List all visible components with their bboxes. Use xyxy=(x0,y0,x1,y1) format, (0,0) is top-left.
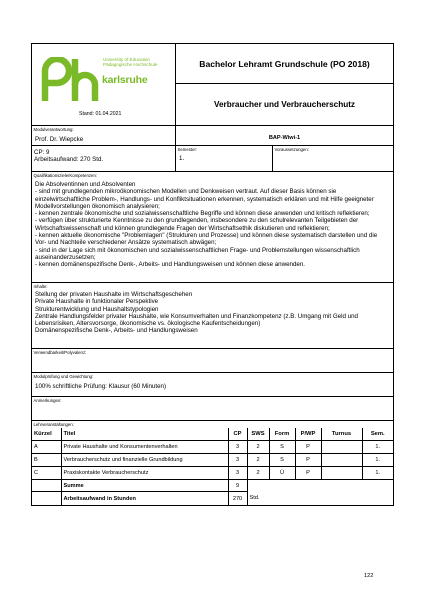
table-row xyxy=(32,466,393,479)
semester-cell xyxy=(176,146,273,171)
qualifikationsziele-line: - sind in der Lage sich mit ökonomischen und sozialwissenschaftlichen Frage- und Problemstellungen wissenschaftlich xyxy=(35,246,360,254)
qualifikationsziele-row xyxy=(32,172,393,283)
qualifikationsziele-label: Qualifikationsziele/Kompetenzen: xyxy=(33,173,98,178)
header-kuerzel: Kürzel xyxy=(32,428,61,441)
table-row xyxy=(32,441,393,454)
qualifikationsziele-list xyxy=(35,181,391,269)
arbeitsaufwand-row xyxy=(32,492,393,505)
header-sem: Sem. xyxy=(362,428,393,441)
semester-value: 1. xyxy=(179,155,185,162)
cell-cp: 3 xyxy=(228,441,247,454)
cell-form: S xyxy=(269,441,295,454)
cell-sem: 1. xyxy=(362,454,393,467)
cell-pwp: P xyxy=(295,441,321,454)
logo-university-text xyxy=(103,57,157,68)
credits-row xyxy=(32,146,393,172)
cell-titel: Verbraucherschutz und finanzielle Grundbildung xyxy=(61,454,228,467)
summe-row xyxy=(32,479,393,492)
credit-points: CP: 9 xyxy=(34,149,50,156)
arbeitsaufwand-blank xyxy=(32,492,61,505)
inhalte-line: Private Haushalte in funktionaler Perspektive xyxy=(35,298,159,306)
qualifikationsziele-line: Wirtschaftswissenschaft und können grundlegende Fragen der Wirtschaftsethik diskutieren und reflektieren; xyxy=(35,224,330,232)
arbeitsaufwand-unit: Std. xyxy=(247,492,393,505)
voraussetzungen-cell xyxy=(273,146,393,171)
qualifikationsziele-line: - kennen zentrale ökonomische und sozialwissenschaftliche Begriffe und können diese anwenden und kritisch reflektieren; xyxy=(35,210,370,218)
cell-kuerzel: A xyxy=(32,441,61,454)
arbeitsaufwand-label: Arbeitsaufwand in Stunden xyxy=(61,492,228,505)
qualifikationsziele-line: einzelwirtschaftliche Problem-, Handlungs- und Konfliktsituationen erkennen, systematisch erklären und mit Hilfe geeigneter xyxy=(35,195,374,203)
qualifikationsziele-line: - kennen domänenspezifische Denk-, Arbeits- und Handlungsweisen und können diese anwenden. xyxy=(35,261,306,269)
cell-kuerzel: B xyxy=(32,454,61,467)
ph-logo-icon xyxy=(38,57,100,101)
module-title: Verbraucher und Verbraucherschutz xyxy=(213,100,356,109)
module-header xyxy=(32,44,393,126)
inhalte-row xyxy=(32,283,393,349)
summe-label: Summe xyxy=(61,479,228,492)
cell-form: Ü xyxy=(269,466,295,479)
logo-name: karlsruhe xyxy=(102,74,148,86)
lehrveranstaltungen-label: Lehrveranstaltungen: xyxy=(33,422,74,427)
cell-turnus xyxy=(321,466,362,479)
header-titel: Titel xyxy=(61,428,228,441)
voraussetzungen-label: Voraussetzungen: xyxy=(274,147,309,152)
summe-rest xyxy=(247,479,393,492)
cell-turnus xyxy=(321,454,362,467)
qualifikationsziele-line: Die Absolventinnen und Absolventen xyxy=(35,181,136,188)
pruefung-label: Modulprüfung und Gewichtung: xyxy=(33,374,94,379)
page-number: 122 xyxy=(364,573,374,579)
semester-label: Semester: xyxy=(177,147,198,152)
qualifikationsziele-line: Vor- und Nachteile verschiedener Ansätze systematisch abwägen; xyxy=(35,239,217,247)
pruefung-value: 100% schriftliche Prüfung: Klausur (60 Minuten) xyxy=(35,383,167,390)
program-title: Bachelor Lehramt Grundschule (PO 2018) xyxy=(176,44,393,84)
summe-cp: 9 xyxy=(228,479,247,492)
cell-sws: 2 xyxy=(247,454,269,467)
arbeitsaufwand-value: 270 xyxy=(228,492,247,505)
qualifikationsziele-line: - verfügen über strukturierte Kenntnisse zu den grundlegenden, insbesondere zu den schulrelevanten Teilgebieten der xyxy=(35,217,359,225)
header-sws: SWS xyxy=(247,428,269,441)
verwendbarkeit-row xyxy=(32,349,393,373)
cell-sws: 2 xyxy=(247,466,269,479)
module-sheet xyxy=(31,43,394,506)
cell-titel: Praxiskontakte Verbraucherschutz xyxy=(61,466,228,479)
inhalte-line: Stellung der privaten Haushalte im Wirtschaftsgeschehen xyxy=(35,291,193,298)
header-pwp: P/WP xyxy=(295,428,321,441)
cell-cp: 3 xyxy=(228,466,247,479)
cell-pwp: P xyxy=(295,466,321,479)
logo-line-2: Pädagogische Hochschule xyxy=(103,62,158,68)
qualifikationsziele-line: auseinanderzusetzen; xyxy=(35,253,96,261)
inhalte-line: Lebensrisiken, Altersvorsorge, ökonomische vs. ökologische Kaufentscheidungen) xyxy=(35,320,261,328)
qualifikationsziele-line: - kennen aktuelle ökonomische "Problemlagen" (Strukturen und Prozesse) und können diese systematisch darstellen und die xyxy=(35,232,378,240)
modulverantwortung-label: Modulverantwortung: xyxy=(33,127,74,132)
anmerkungen-label: Anmerkungen: xyxy=(33,398,62,403)
logo-cell xyxy=(32,44,176,125)
cell-turnus xyxy=(321,441,362,454)
cell-kuerzel: C xyxy=(32,466,61,479)
table-row xyxy=(32,454,393,467)
pruefung-row xyxy=(32,373,393,397)
summe-blank xyxy=(32,479,61,492)
credits-cell xyxy=(32,146,176,171)
header-titles xyxy=(176,44,393,125)
cell-form: S xyxy=(269,454,295,467)
inhalte-line: Domänenspezifische Denk-, Arbeits- und Handlungsweisen xyxy=(35,327,198,335)
anmerkungen-row xyxy=(32,397,393,421)
cell-sem: 1. xyxy=(362,441,393,454)
modulverantwortung-value: Prof. Dr. Wiepcke xyxy=(35,136,84,143)
verwendbarkeit-label: Verwendbarkeit/Polyvalenz: xyxy=(33,350,87,355)
inhalte-line: Zentrale Handlungsfelder privater Haushalte, wie Konsumverhalten und Finanzkompetenz (z.B. Umgang mit Geld und xyxy=(35,312,358,320)
workload: Arbeitsaufwand: 270 Std. xyxy=(34,156,104,164)
lehrveranstaltungen-section xyxy=(32,421,393,505)
cell-pwp: P xyxy=(295,454,321,467)
lehrveranstaltungen-table xyxy=(32,428,393,505)
qualifikationsziele-line: - sind mit grundlegenden mikroökonomischen Modellen und Denkweisen vertraut. Auf dieser Basis können sie xyxy=(35,188,337,196)
logo-line-1: University of Education xyxy=(103,57,150,62)
qualifikationsziele-line: Modellvorstellungen ökonomisch analysieren; xyxy=(35,202,160,210)
modulverantwortung-row xyxy=(32,126,393,146)
header-turnus: Turnus xyxy=(321,428,362,441)
inhalte-list xyxy=(35,291,391,335)
header-form: Form xyxy=(269,428,295,441)
inhalte-label: Inhalte: xyxy=(33,284,48,289)
stand-date: Stand: 01.04.2021 xyxy=(79,111,122,117)
cell-sws: 2 xyxy=(247,441,269,454)
inhalte-line: Strukturentwicklung und Haushaltstypologien xyxy=(35,305,159,313)
module-code: BAP-Wiwi-1 xyxy=(268,135,301,141)
header-cp: CP xyxy=(228,428,247,441)
modulverantwortung-cell xyxy=(32,126,176,145)
cell-titel: Private Haushalte und Konsumentenverhalten xyxy=(61,441,228,454)
table-header-row xyxy=(32,428,393,441)
cell-sem: 1. xyxy=(362,466,393,479)
cell-cp: 3 xyxy=(228,454,247,467)
